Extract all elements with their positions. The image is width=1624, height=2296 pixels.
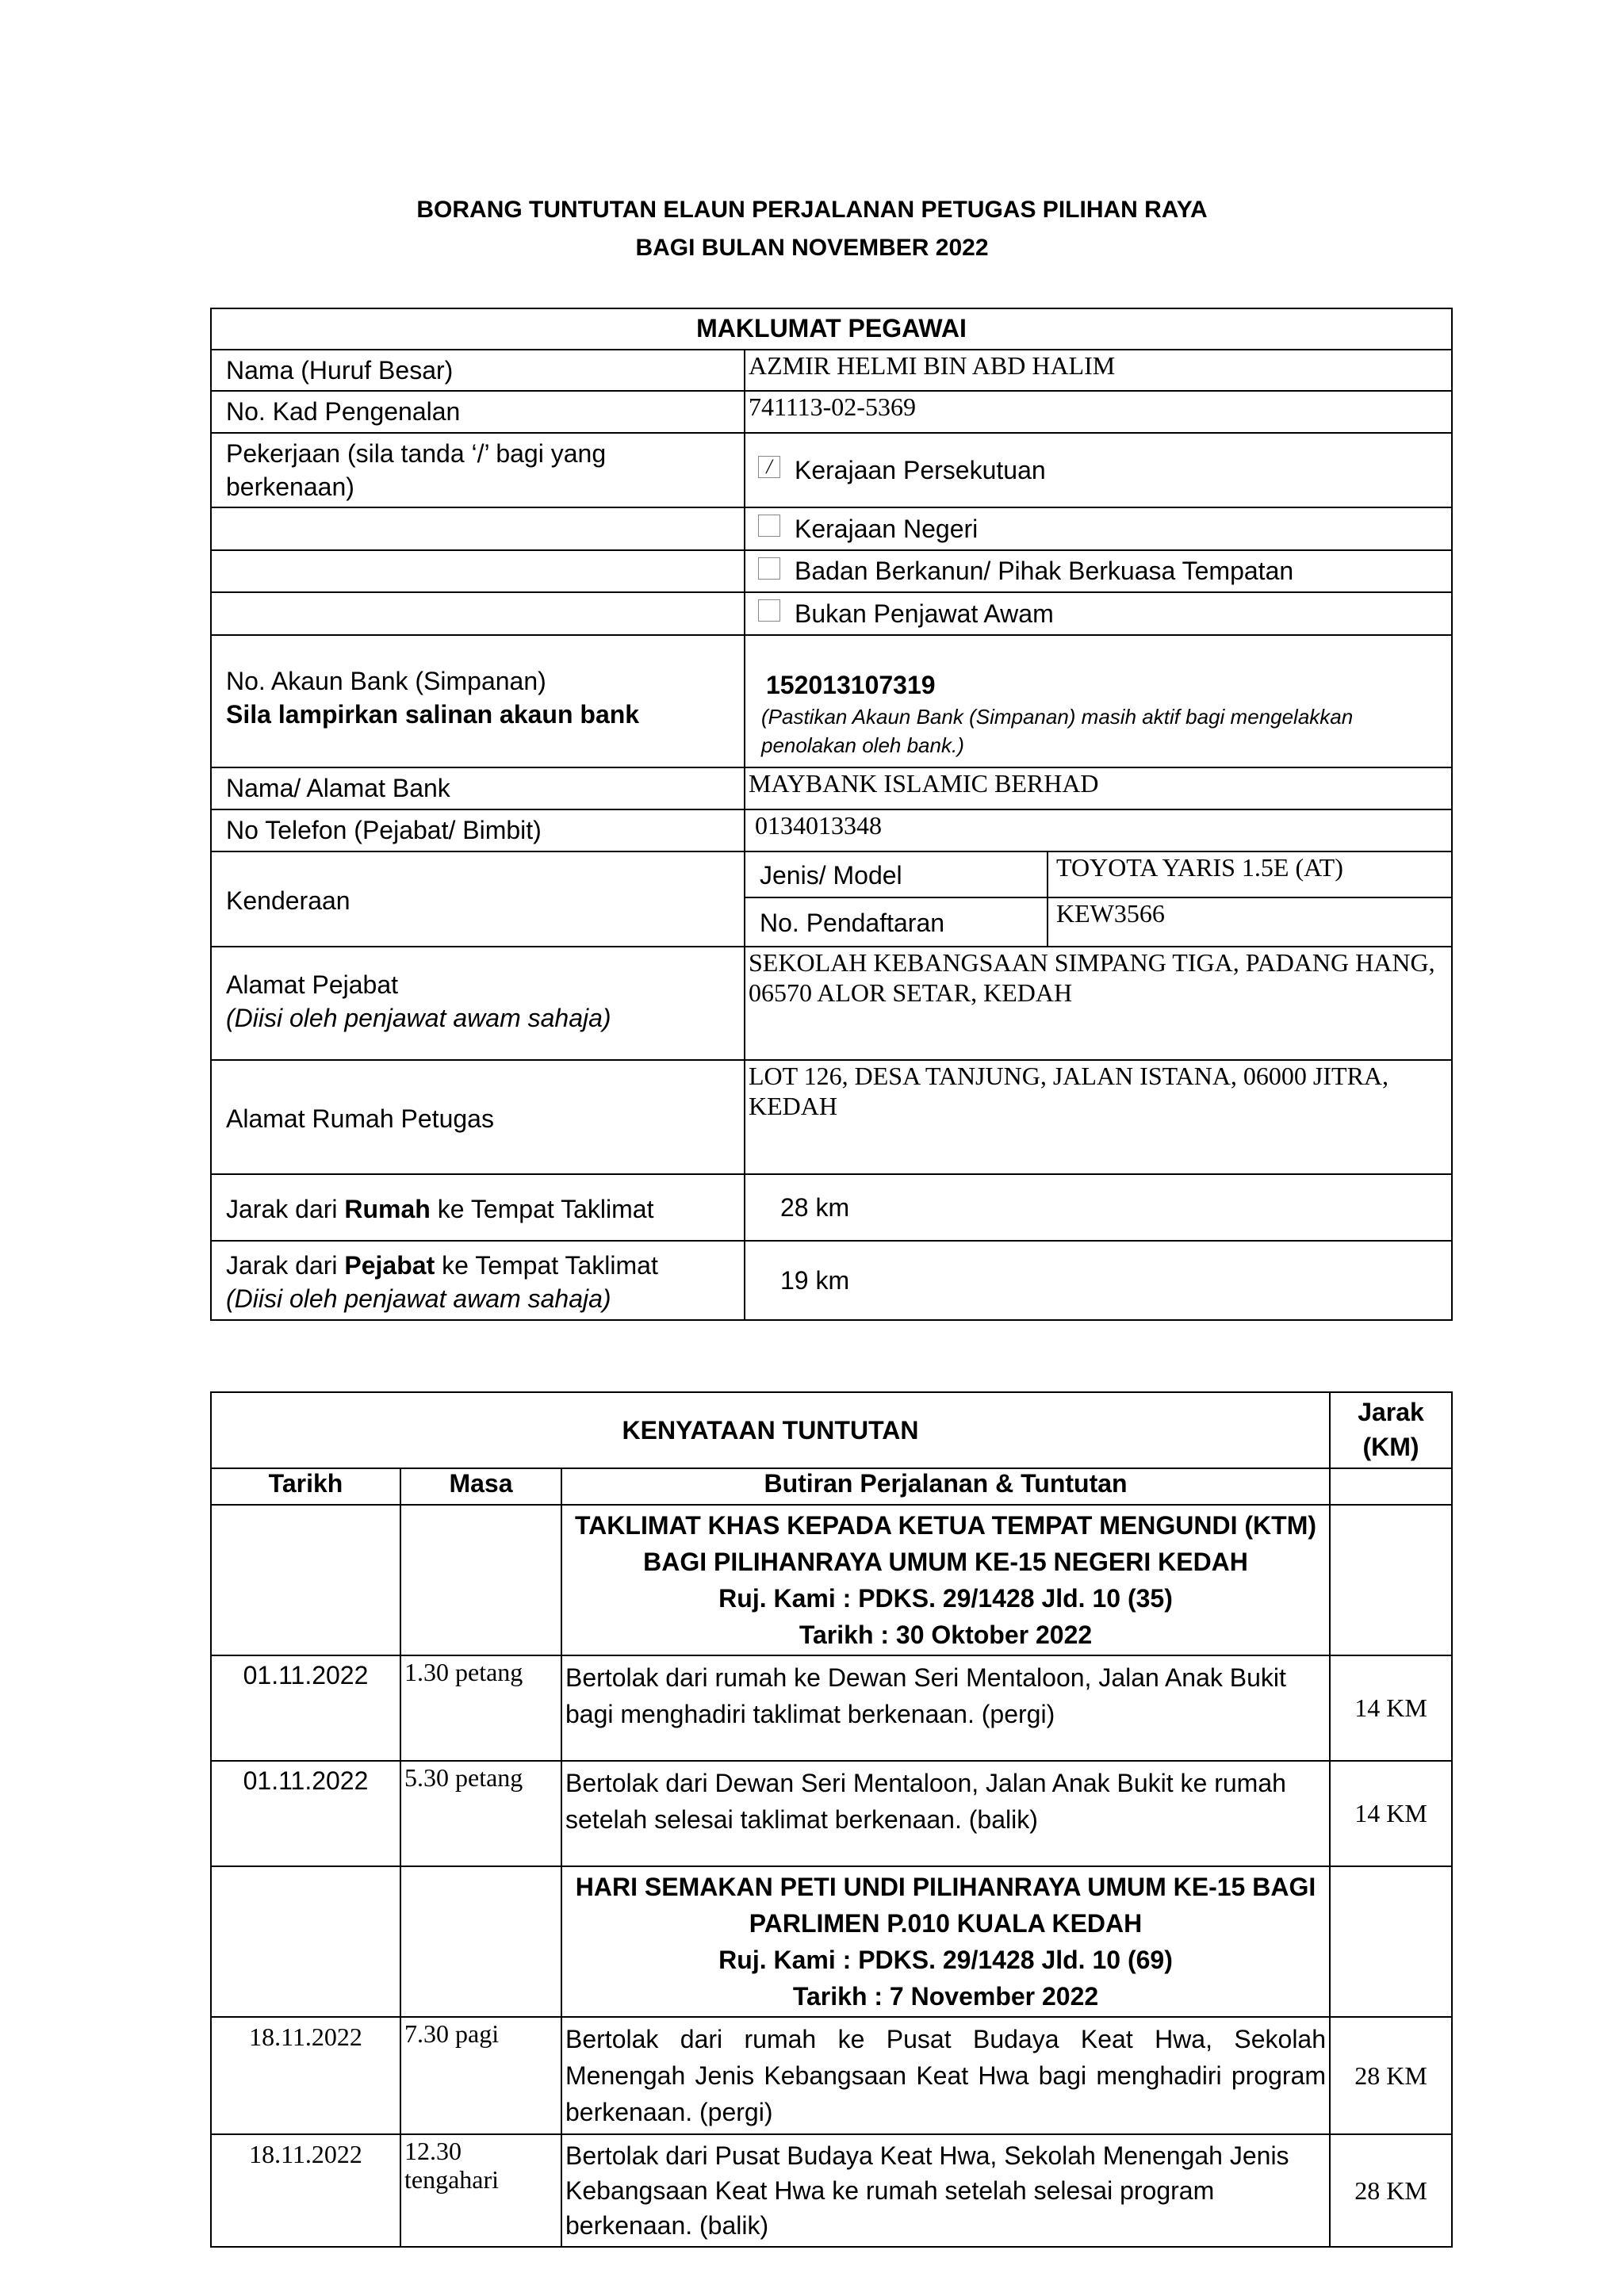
- butiran-cell: Bertolak dari Dewan Seri Mentaloon, Jalan Anak Bukit ke rumah setelah selesai taklimat berkenaan. (balik): [561, 1761, 1330, 1866]
- no-pendaftaran-label: No. Pendaftaran: [745, 897, 1048, 947]
- telefon-value[interactable]: 0134013348: [745, 809, 1452, 851]
- telefon-label: No Telefon (Pejabat/ Bimbit): [211, 809, 745, 851]
- akaun-bank-label-cell: [211, 635, 745, 767]
- alamat-pejabat-sublabel: (Diisi oleh penjawat awam sahaja): [226, 1004, 611, 1032]
- tarikh-cell: 01.11.2022: [211, 1655, 400, 1761]
- section2-heading: HARI SEMAKAN PETI UNDI PILIHANRAYA UMUM KE-15 BAGI PARLIMEN P.010 KUALA KEDAH Ruj. Kami : PDKS. 29/1428 Jld. 10 (69) Tarikh : 7 November 2022: [561, 1866, 1330, 2017]
- akaun-bank-value[interactable]: 152013107319: [766, 671, 936, 699]
- jarak-cell: 28 KM: [1330, 2017, 1452, 2134]
- masa-cell: 12.30 tengahari: [400, 2134, 561, 2247]
- pekerjaan-option-1[interactable]: Kerajaan Negeri: [745, 507, 1452, 550]
- alamat-rumah-label: Alamat Rumah Petugas: [211, 1060, 745, 1174]
- maklumat-pegawai-table: [210, 308, 1453, 1321]
- butiran-cell: Bertolak dari rumah ke Pusat Budaya Keat Hwa, Sekolah Menengah Jenis Kebangsaan Keat Hwa bagi menghadiri program berkenaan. (pergi): [561, 2017, 1330, 2134]
- jarak-rumah-label: Jarak dari Rumah ke Tempat Taklimat: [211, 1174, 745, 1241]
- col-tarikh: Tarikh: [211, 1468, 400, 1505]
- table-row: [211, 1761, 1452, 1866]
- masa-cell: 7.30 pagi: [400, 2017, 561, 2134]
- masa-cell: 5.30 petang: [400, 1761, 561, 1866]
- jarak-cell: 14 KM: [1330, 1655, 1452, 1761]
- maklumat-pegawai-header: MAKLUMAT PEGAWAI: [211, 308, 1452, 350]
- bank-label: Nama/ Alamat Bank: [211, 767, 745, 809]
- col-butiran: Butiran Perjalanan & Tuntutan: [561, 1468, 1330, 1505]
- jarak-rumah-value[interactable]: 28 km: [745, 1174, 1452, 1241]
- kenyataan-tuntutan-table: [210, 1391, 1453, 2248]
- akaun-bank-sublabel: Sila lampirkan salinan akaun bank: [226, 700, 640, 729]
- pekerjaan-option-2[interactable]: Badan Berkanun/ Pihak Berkuasa Tempatan: [745, 550, 1452, 592]
- table-row: [211, 2017, 1452, 2134]
- bank-value[interactable]: MAYBANK ISLAMIC BERHAD: [745, 767, 1452, 809]
- nama-label: Nama (Huruf Besar): [211, 350, 745, 391]
- akaun-bank-note: (Pastikan Akaun Bank (Simpanan) masih aktif bagi mengelakkan penolakan oleh bank.): [761, 705, 1354, 757]
- akaun-bank-label: No. Akaun Bank (Simpanan): [226, 667, 546, 695]
- nama-value[interactable]: AZMIR HELMI BIN ABD HALIM: [745, 350, 1452, 391]
- pekerjaan-label: Pekerjaan (sila tanda ‘/’ bagi yang berkenaan): [211, 433, 745, 507]
- jarak-pejabat-label-cell: Jarak dari Pejabat ke Tempat Taklimat (Diisi oleh penjawat awam sahaja): [211, 1241, 745, 1320]
- form-subtitle: BAGI BULAN NOVEMBER 2022: [635, 235, 989, 261]
- tarikh-cell: 18.11.2022: [211, 2017, 400, 2134]
- alamat-pejabat-label: Alamat Pejabat: [226, 970, 399, 999]
- table-row: [211, 2134, 1452, 2247]
- checkbox-icon[interactable]: [758, 599, 780, 622]
- tarikh-cell: 01.11.2022: [211, 1761, 400, 1866]
- kad-pengenalan-value[interactable]: 741113-02-5369: [745, 391, 1452, 433]
- kenyataan-tuntutan-header: KENYATAAN TUNTUTAN: [211, 1392, 1330, 1468]
- form-title: BORANG TUNTUTAN ELAUN PERJALANAN PETUGAS PILIHAN RAYA: [416, 197, 1208, 223]
- butiran-cell: Bertolak dari rumah ke Dewan Seri Mentaloon, Jalan Anak Bukit bagi menghadiri taklimat berkenaan. (pergi): [561, 1655, 1330, 1761]
- jarak-km-header: Jarak (KM): [1330, 1392, 1452, 1468]
- checkbox-icon[interactable]: /: [758, 456, 780, 478]
- jenis-model-label: Jenis/ Model: [745, 851, 1048, 897]
- kad-pengenalan-label: No. Kad Pengenalan: [211, 391, 745, 433]
- tarikh-cell: 18.11.2022: [211, 2134, 400, 2247]
- no-pendaftaran-value[interactable]: KEW3566: [1048, 897, 1452, 947]
- pekerjaan-option-0[interactable]: / Kerajaan Persekutuan: [745, 433, 1452, 507]
- jarak-cell: 28 KM: [1330, 2134, 1452, 2247]
- pekerjaan-option-3[interactable]: Bukan Penjawat Awam: [745, 592, 1452, 635]
- col-masa: Masa: [400, 1468, 561, 1505]
- jenis-model-value[interactable]: TOYOTA YARIS 1.5E (AT): [1048, 851, 1452, 897]
- section1-heading: TAKLIMAT KHAS KEPADA KETUA TEMPAT MENGUNDI (KTM) BAGI PILIHANRAYA UMUM KE-15 NEGERI KEDAH Ruj. Kami : PDKS. 29/1428 Jld. 10 (35) Tarikh : 30 Oktober 2022: [561, 1505, 1330, 1655]
- checkbox-icon[interactable]: [758, 515, 780, 537]
- jarak-pejabat-sublabel: (Diisi oleh penjawat awam sahaja): [226, 1284, 611, 1313]
- kenderaan-label: Kenderaan: [211, 851, 745, 947]
- jarak-cell: 14 KM: [1330, 1761, 1452, 1866]
- alamat-pejabat-label-cell: [211, 947, 745, 1060]
- table-row: [211, 1655, 1452, 1761]
- alamat-pejabat-value[interactable]: SEKOLAH KEBANGSAAN SIMPANG TIGA, PADANG HANG, 06570 ALOR SETAR, KEDAH: [745, 947, 1452, 1060]
- checkbox-icon[interactable]: [758, 557, 780, 580]
- akaun-bank-cell: [745, 635, 1452, 767]
- jarak-pejabat-value[interactable]: 19 km: [745, 1241, 1452, 1320]
- alamat-rumah-value[interactable]: LOT 126, DESA TANJUNG, JALAN ISTANA, 06000 JITRA, KEDAH: [745, 1060, 1452, 1174]
- masa-cell: 1.30 petang: [400, 1655, 561, 1761]
- butiran-cell: Bertolak dari Pusat Budaya Keat Hwa, Sekolah Menengah Jenis Kebangsaan Keat Hwa ke rumah setelah selesai program berkenaan. (balik): [561, 2134, 1330, 2247]
